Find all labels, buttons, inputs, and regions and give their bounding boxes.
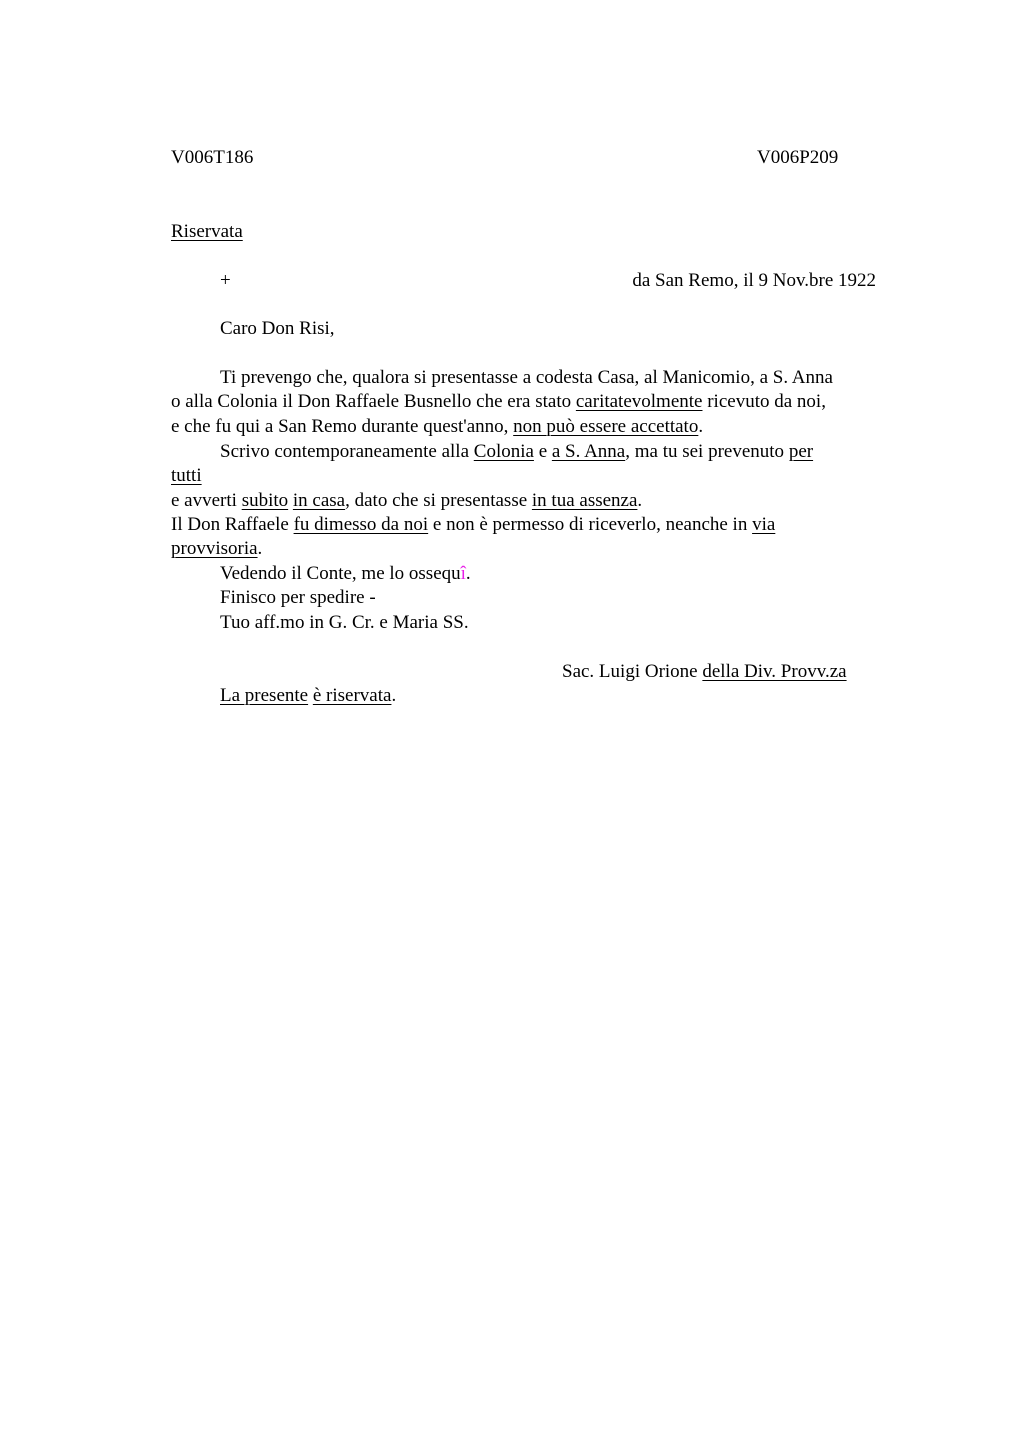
underlined-text: La presente [220,685,309,706]
underlined-text: è riservata [312,685,392,706]
underlined-text: in casa [292,490,346,511]
body-line: Finisco per spedire - [220,587,376,608]
confidential-label [171,220,243,244]
underlined-text: provvisoria [171,538,258,559]
body-text: Il Don Raffaele [171,514,294,535]
body-line: Ti prevengo che, qualora si presentasse a codesta Casa, al Manicomio, a S. Anna [220,367,833,388]
body-line [171,464,202,488]
underlined-text: caritatevolmente [575,391,703,412]
document-code-right: V006P209 [757,147,839,168]
dateline: da San Remo, il 9 Nov.bre 1922 [632,270,876,291]
underlined-text: fu dimesso da noi [293,514,429,535]
underlined-text: in tua assenza [531,490,638,511]
body-text: e non è permesso di riceverlo, neanche in [428,514,753,535]
document-code-left: V006T186 [171,147,254,168]
signature-name: Sac. Luigi Orione [562,661,703,682]
body-text: . [637,490,643,511]
confidential-label-text: Riservata [171,221,243,242]
body-text: e che fu qui a San Remo durante quest'anno, [171,416,514,437]
body-text: e avverti [171,490,242,511]
body-text: ricevuto da noi, [702,391,826,412]
body-text: o alla Colonia il Don Raffaele Busnello che era stato [171,391,576,412]
body-line [171,489,642,513]
body-text: Scrivo contemporaneamente alla [220,441,474,462]
body-text: . [391,685,397,706]
body-text: e [533,441,552,462]
body-text: , ma tu sei prevenuto [625,441,789,462]
underlined-text: subito [241,490,289,511]
signature [562,660,847,684]
underlined-text: Colonia [473,441,534,462]
body-line [220,440,813,464]
body-text: Vedendo il Conte, me lo ossequ [220,563,461,584]
underlined-text: non può essere accettato [513,416,699,437]
body-line [220,562,471,586]
underlined-text: a S. Anna [551,441,626,462]
body-line [171,415,703,439]
body-line [171,390,826,414]
body-text: . [698,416,704,437]
signature-title: della Div. Provv.za [702,661,847,682]
salutation: Caro Don Risi, [220,318,335,339]
underlined-text: per [788,441,814,462]
postscript [220,684,396,708]
underlined-text: tutti [171,465,202,486]
closing-line: Tuo aff.mo in G. Cr. e Maria SS. [220,612,469,633]
highlighted-character: î [460,563,466,584]
underlined-text: via [752,514,776,535]
body-text: , dato che si presentasse [345,490,532,511]
body-text: . [465,563,471,584]
body-line [171,513,775,537]
cross-mark: + [220,270,231,291]
body-text: . [257,538,263,559]
body-line [171,537,262,561]
